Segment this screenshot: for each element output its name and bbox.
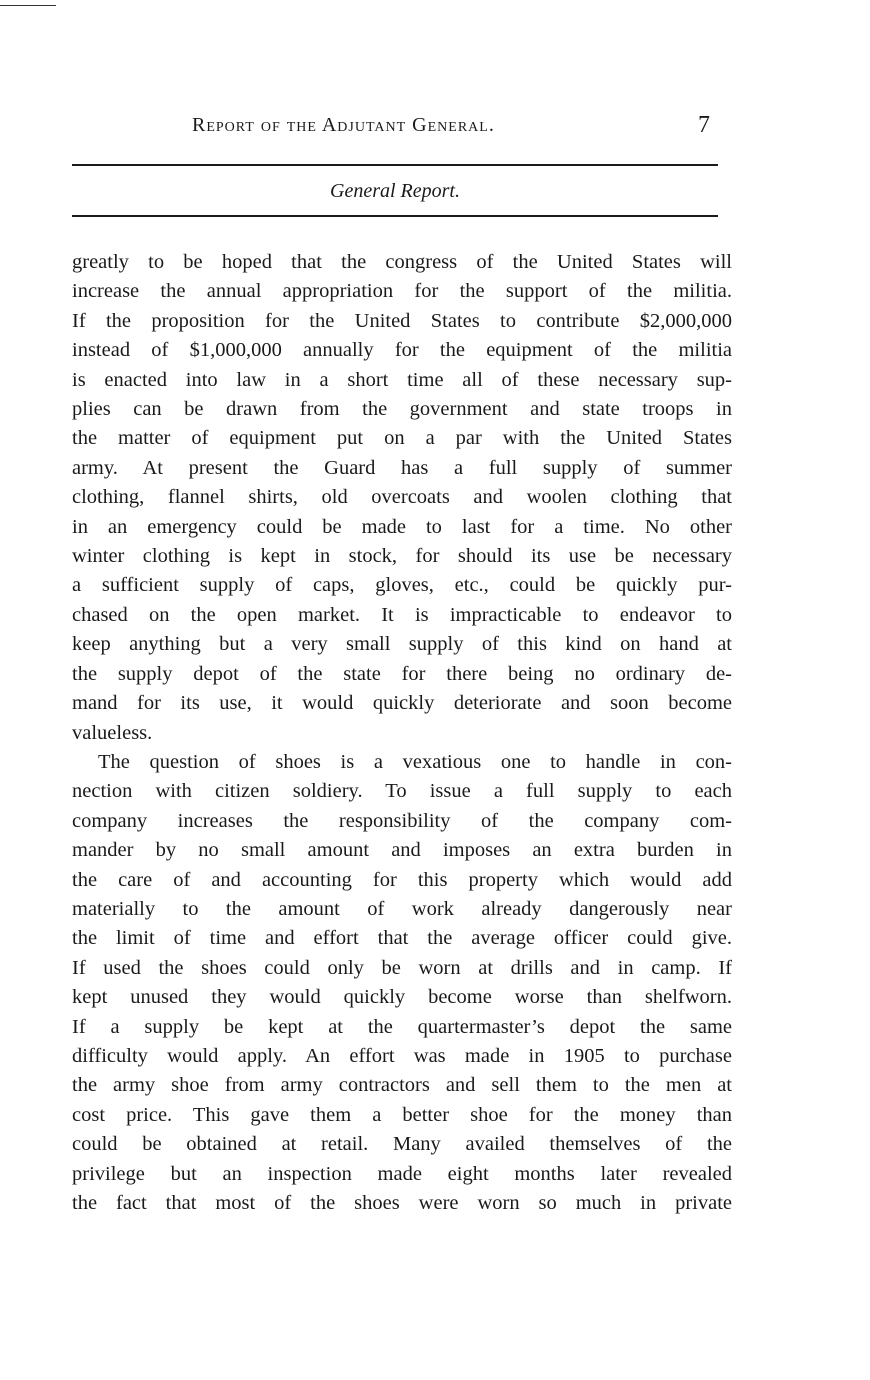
text-line: cost price. This gave them a better shoe for the money than (72, 1103, 732, 1126)
text-line: the supply depot of the state for there being no ordinary de- (72, 662, 732, 685)
text-line: valueless. (72, 721, 153, 744)
paragraph-2 (72, 748, 732, 1219)
text-line: clothing, flannel shirts, old overcoats and woolen clothing that (72, 486, 732, 509)
text-line: instead of $1,000,000 annually for the equipment of the militia (72, 339, 732, 362)
text-line: nection with citizen soldiery. To issue a full supply to each (72, 780, 732, 803)
text-line: the matter of equipment put on a par with the United States (72, 427, 732, 450)
text-line: company increases the responsibility of the company com- (72, 809, 732, 832)
header-rule-top (72, 164, 718, 166)
text-line: greatly to be hoped that the congress of the United States will (72, 251, 732, 273)
text-line: difficulty would apply. An effort was made in 1905 to purchase (72, 1044, 732, 1067)
running-title: Report of the Adjutant General. (192, 114, 495, 136)
text-line: plies can be drawn from the government and state troops in (72, 398, 732, 421)
body-text (72, 248, 732, 1218)
text-line: keep anything but a very small supply of this kind on hand at (72, 633, 732, 656)
text-line: materially to the amount of work already dangerously near (72, 897, 732, 920)
text-line: the fact that most of the shoes were worn so much in private (72, 1192, 732, 1214)
text-line: If used the shoes could only be worn at drills and in camp. If (72, 956, 732, 979)
text-line: could be obtained at retail. Many availed themselves of the (72, 1133, 732, 1156)
text-line: mander by no small amount and imposes an extra burden in (72, 839, 732, 862)
text-line: mand for its use, it would quickly deteriorate and soon become (72, 692, 732, 715)
text-line: If a supply be kept at the quartermaster’s depot the same (72, 1015, 732, 1038)
paragraph-1 (72, 248, 732, 748)
text-line: kept unused they would quickly become worse than shelfworn. (72, 986, 732, 1009)
header-rule-bottom (72, 215, 718, 217)
section-heading: General Report. (330, 180, 460, 202)
text-line: in an emergency could be made to last for a time. No other (72, 515, 732, 538)
text-line: chased on the open market. It is impracticable to endeavor to (72, 603, 732, 626)
text-line: the limit of time and effort that the average officer could give. (72, 927, 732, 950)
page-header (72, 112, 718, 142)
text-line: a sufficient supply of caps, gloves, etc., could be quickly pur- (72, 574, 732, 597)
corner-rule (0, 5, 56, 6)
text-line: is enacted into law in a short time all of these necessary sup- (72, 368, 732, 391)
text-line: winter clothing is kept in stock, for should its use be necessary (72, 545, 732, 568)
text-line: the care of and accounting for this property which would add (72, 868, 732, 891)
text-line: The question of shoes is a vexatious one to handle in con- (98, 750, 732, 773)
text-line: privilege but an inspection made eight months later revealed (72, 1162, 732, 1185)
text-line: increase the annual appropriation for the support of the militia. (72, 280, 732, 303)
page-number: 7 (698, 112, 710, 138)
text-line: If the proposition for the United States to contribute $2,000,000 (72, 309, 732, 332)
text-line: the army shoe from army contractors and sell them to the men at (72, 1074, 732, 1097)
text-line: army. At present the Guard has a full supply of summer (72, 456, 732, 479)
